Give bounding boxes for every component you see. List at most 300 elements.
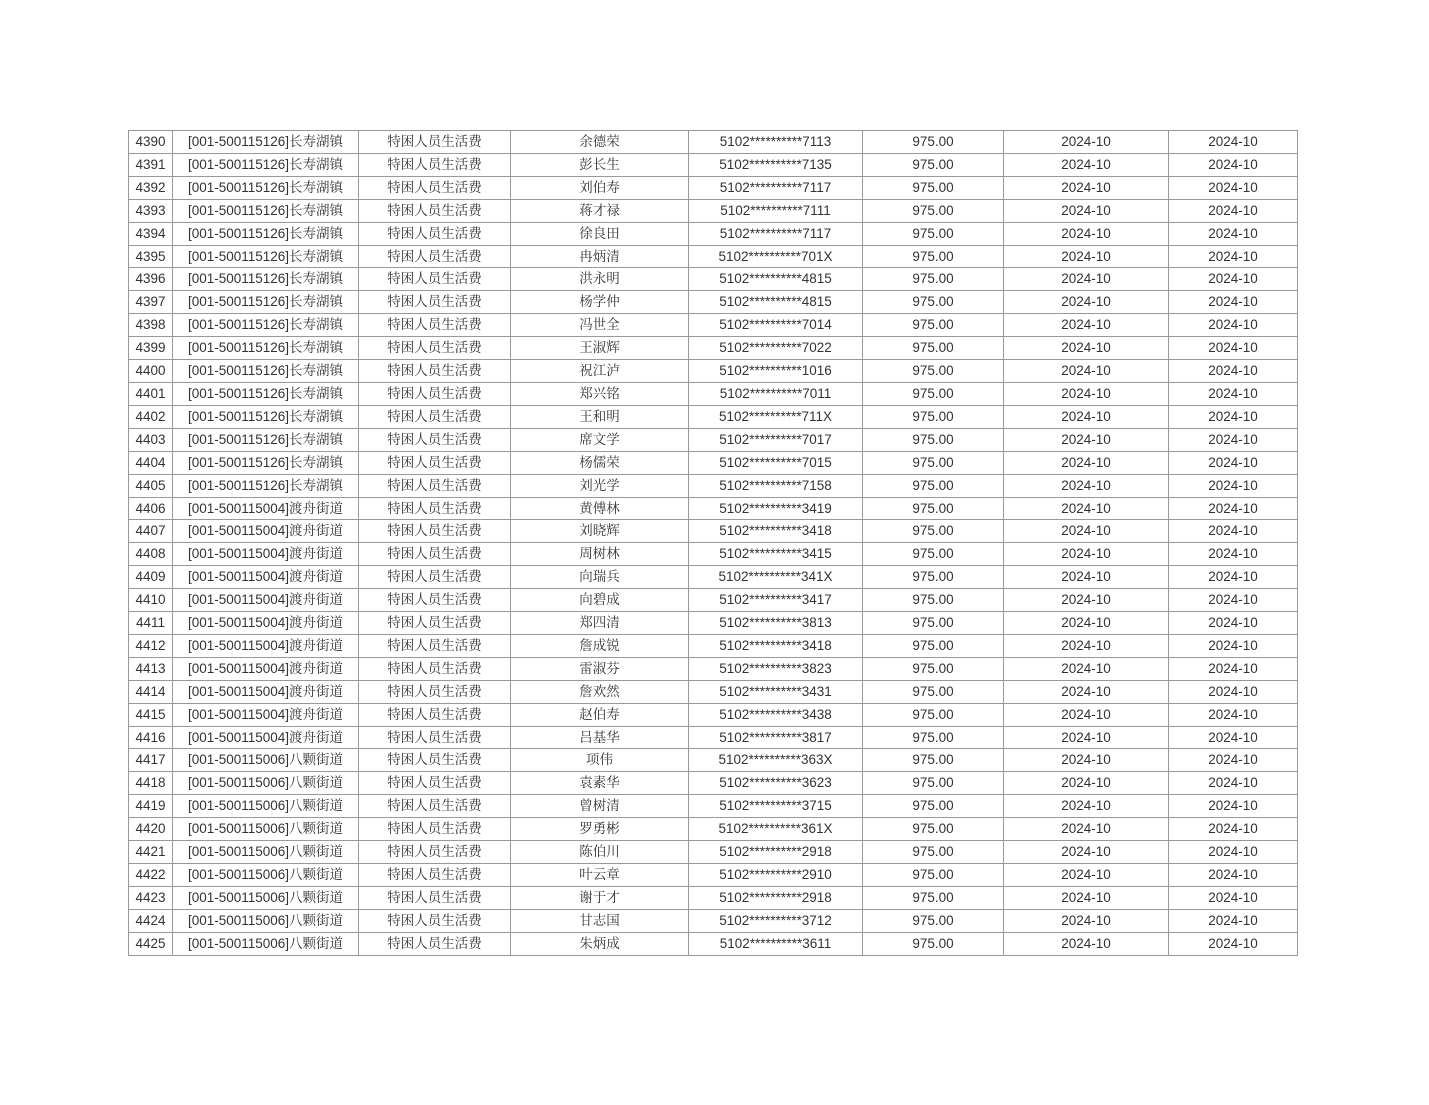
table-row — [129, 131, 1298, 154]
cell-subsidy-type: 特困人员生活费 — [359, 222, 511, 245]
cell-start-month: 2024-10 — [1004, 589, 1169, 612]
cell-start-month: 2024-10 — [1004, 909, 1169, 932]
cell-seq: 4425 — [129, 932, 173, 955]
cell-person-name: 冯世全 — [511, 314, 689, 337]
cell-person-name: 祝江泸 — [511, 360, 689, 383]
table-row — [129, 245, 1298, 268]
table-row — [129, 268, 1298, 291]
cell-id-number: 5102**********3712 — [689, 909, 863, 932]
cell-end-month: 2024-10 — [1169, 314, 1298, 337]
cell-seq: 4398 — [129, 314, 173, 337]
table-row — [129, 818, 1298, 841]
cell-end-month: 2024-10 — [1169, 360, 1298, 383]
table-row — [129, 886, 1298, 909]
cell-start-month: 2024-10 — [1004, 451, 1169, 474]
table-row — [129, 543, 1298, 566]
cell-person-name: 向瑞兵 — [511, 566, 689, 589]
cell-end-month: 2024-10 — [1169, 199, 1298, 222]
cell-seq: 4403 — [129, 428, 173, 451]
cell-subsidy-type: 特困人员生活费 — [359, 703, 511, 726]
cell-seq: 4404 — [129, 451, 173, 474]
cell-subsidy-type: 特困人员生活费 — [359, 176, 511, 199]
cell-start-month: 2024-10 — [1004, 726, 1169, 749]
cell-subsidy-type: 特困人员生活费 — [359, 589, 511, 612]
cell-amount: 975.00 — [863, 268, 1004, 291]
cell-id-number: 5102**********7113 — [689, 131, 863, 154]
cell-seq: 4391 — [129, 153, 173, 176]
cell-amount: 975.00 — [863, 474, 1004, 497]
cell-id-number: 5102**********2918 — [689, 841, 863, 864]
cell-district: [001-500115126]长寿湖镇 — [173, 268, 359, 291]
cell-start-month: 2024-10 — [1004, 612, 1169, 635]
cell-end-month: 2024-10 — [1169, 909, 1298, 932]
cell-district: [001-500115004]渡舟街道 — [173, 703, 359, 726]
cell-end-month: 2024-10 — [1169, 589, 1298, 612]
cell-amount: 975.00 — [863, 222, 1004, 245]
cell-district: [001-500115126]长寿湖镇 — [173, 451, 359, 474]
cell-subsidy-type: 特困人员生活费 — [359, 405, 511, 428]
table-row — [129, 497, 1298, 520]
cell-district: [001-500115006]八颗街道 — [173, 795, 359, 818]
table-row — [129, 474, 1298, 497]
table-row — [129, 360, 1298, 383]
cell-seq: 4393 — [129, 199, 173, 222]
table-row — [129, 428, 1298, 451]
cell-seq: 4417 — [129, 749, 173, 772]
cell-subsidy-type: 特困人员生活费 — [359, 497, 511, 520]
cell-person-name: 谢于才 — [511, 886, 689, 909]
cell-subsidy-type: 特困人员生活费 — [359, 474, 511, 497]
cell-amount: 975.00 — [863, 909, 1004, 932]
cell-start-month: 2024-10 — [1004, 932, 1169, 955]
cell-end-month: 2024-10 — [1169, 932, 1298, 955]
cell-seq: 4423 — [129, 886, 173, 909]
table-row — [129, 520, 1298, 543]
cell-subsidy-type: 特困人员生活费 — [359, 841, 511, 864]
table-row — [129, 726, 1298, 749]
cell-district: [001-500115004]渡舟街道 — [173, 726, 359, 749]
table-row — [129, 932, 1298, 955]
cell-seq: 4412 — [129, 634, 173, 657]
cell-district: [001-500115126]长寿湖镇 — [173, 153, 359, 176]
cell-district: [001-500115126]长寿湖镇 — [173, 222, 359, 245]
cell-id-number: 5102**********3418 — [689, 634, 863, 657]
cell-end-month: 2024-10 — [1169, 772, 1298, 795]
cell-district: [001-500115004]渡舟街道 — [173, 566, 359, 589]
cell-amount: 975.00 — [863, 291, 1004, 314]
cell-start-month: 2024-10 — [1004, 268, 1169, 291]
cell-subsidy-type: 特困人员生活费 — [359, 291, 511, 314]
cell-subsidy-type: 特困人员生活费 — [359, 864, 511, 887]
cell-subsidy-type: 特困人员生活费 — [359, 520, 511, 543]
cell-start-month: 2024-10 — [1004, 176, 1169, 199]
cell-district: [001-500115004]渡舟街道 — [173, 497, 359, 520]
cell-id-number: 5102**********4815 — [689, 268, 863, 291]
cell-subsidy-type: 特困人员生活费 — [359, 566, 511, 589]
cell-start-month: 2024-10 — [1004, 795, 1169, 818]
cell-person-name: 黄傅林 — [511, 497, 689, 520]
cell-amount: 975.00 — [863, 749, 1004, 772]
cell-end-month: 2024-10 — [1169, 612, 1298, 635]
cell-amount: 975.00 — [863, 314, 1004, 337]
cell-subsidy-type: 特困人员生活费 — [359, 795, 511, 818]
cell-amount: 975.00 — [863, 680, 1004, 703]
cell-end-month: 2024-10 — [1169, 703, 1298, 726]
cell-seq: 4413 — [129, 657, 173, 680]
cell-id-number: 5102**********3823 — [689, 657, 863, 680]
cell-amount: 975.00 — [863, 382, 1004, 405]
cell-person-name: 冉炳清 — [511, 245, 689, 268]
cell-id-number: 5102**********341X — [689, 566, 863, 589]
cell-start-month: 2024-10 — [1004, 634, 1169, 657]
table-row — [129, 703, 1298, 726]
table-row — [129, 589, 1298, 612]
cell-person-name: 向碧成 — [511, 589, 689, 612]
cell-district: [001-500115004]渡舟街道 — [173, 634, 359, 657]
cell-subsidy-type: 特困人员生活费 — [359, 314, 511, 337]
cell-district: [001-500115126]长寿湖镇 — [173, 131, 359, 154]
cell-district: [001-500115126]长寿湖镇 — [173, 382, 359, 405]
cell-person-name: 郑四清 — [511, 612, 689, 635]
cell-amount: 975.00 — [863, 153, 1004, 176]
cell-id-number: 5102**********3415 — [689, 543, 863, 566]
cell-amount: 975.00 — [863, 360, 1004, 383]
cell-seq: 4424 — [129, 909, 173, 932]
cell-subsidy-type: 特困人员生活费 — [359, 634, 511, 657]
cell-seq: 4408 — [129, 543, 173, 566]
cell-end-month: 2024-10 — [1169, 337, 1298, 360]
cell-subsidy-type: 特困人员生活费 — [359, 268, 511, 291]
cell-start-month: 2024-10 — [1004, 474, 1169, 497]
cell-subsidy-type: 特困人员生活费 — [359, 612, 511, 635]
cell-district: [001-500115004]渡舟街道 — [173, 589, 359, 612]
cell-person-name: 陈伯川 — [511, 841, 689, 864]
cell-id-number: 5102**********3419 — [689, 497, 863, 520]
cell-district: [001-500115006]八颗街道 — [173, 909, 359, 932]
cell-person-name: 吕基华 — [511, 726, 689, 749]
cell-start-month: 2024-10 — [1004, 680, 1169, 703]
cell-subsidy-type: 特困人员生活费 — [359, 543, 511, 566]
table-row — [129, 314, 1298, 337]
cell-person-name: 余德荣 — [511, 131, 689, 154]
cell-subsidy-type: 特困人员生活费 — [359, 657, 511, 680]
cell-amount: 975.00 — [863, 818, 1004, 841]
table-row — [129, 909, 1298, 932]
cell-end-month: 2024-10 — [1169, 176, 1298, 199]
cell-id-number: 5102**********4815 — [689, 291, 863, 314]
cell-seq: 4402 — [129, 405, 173, 428]
cell-id-number: 5102**********361X — [689, 818, 863, 841]
cell-seq: 4420 — [129, 818, 173, 841]
cell-subsidy-type: 特困人员生活费 — [359, 932, 511, 955]
cell-start-month: 2024-10 — [1004, 566, 1169, 589]
cell-person-name: 洪永明 — [511, 268, 689, 291]
cell-end-month: 2024-10 — [1169, 382, 1298, 405]
cell-amount: 975.00 — [863, 245, 1004, 268]
cell-person-name: 赵伯寿 — [511, 703, 689, 726]
cell-end-month: 2024-10 — [1169, 153, 1298, 176]
cell-id-number: 5102**********7117 — [689, 176, 863, 199]
table-row — [129, 153, 1298, 176]
cell-district: [001-500115126]长寿湖镇 — [173, 405, 359, 428]
cell-person-name: 王和明 — [511, 405, 689, 428]
table-row — [129, 337, 1298, 360]
cell-amount: 975.00 — [863, 657, 1004, 680]
cell-id-number: 5102**********7017 — [689, 428, 863, 451]
cell-start-month: 2024-10 — [1004, 886, 1169, 909]
cell-subsidy-type: 特困人员生活费 — [359, 680, 511, 703]
cell-seq: 4421 — [129, 841, 173, 864]
cell-end-month: 2024-10 — [1169, 131, 1298, 154]
cell-start-month: 2024-10 — [1004, 382, 1169, 405]
cell-subsidy-type: 特困人员生活费 — [359, 428, 511, 451]
cell-subsidy-type: 特困人员生活费 — [359, 337, 511, 360]
cell-end-month: 2024-10 — [1169, 543, 1298, 566]
cell-subsidy-type: 特困人员生活费 — [359, 749, 511, 772]
cell-subsidy-type: 特困人员生活费 — [359, 360, 511, 383]
cell-start-month: 2024-10 — [1004, 314, 1169, 337]
cell-amount: 975.00 — [863, 543, 1004, 566]
cell-subsidy-type: 特困人员生活费 — [359, 382, 511, 405]
cell-end-month: 2024-10 — [1169, 680, 1298, 703]
cell-subsidy-type: 特困人员生活费 — [359, 818, 511, 841]
cell-district: [001-500115126]长寿湖镇 — [173, 314, 359, 337]
cell-end-month: 2024-10 — [1169, 451, 1298, 474]
cell-end-month: 2024-10 — [1169, 566, 1298, 589]
cell-amount: 975.00 — [863, 199, 1004, 222]
cell-subsidy-type: 特困人员生活费 — [359, 726, 511, 749]
cell-seq: 4396 — [129, 268, 173, 291]
cell-end-month: 2024-10 — [1169, 268, 1298, 291]
cell-amount: 975.00 — [863, 589, 1004, 612]
cell-end-month: 2024-10 — [1169, 245, 1298, 268]
cell-end-month: 2024-10 — [1169, 474, 1298, 497]
cell-id-number: 5102**********3418 — [689, 520, 863, 543]
cell-amount: 975.00 — [863, 726, 1004, 749]
cell-district: [001-500115006]八颗街道 — [173, 818, 359, 841]
cell-person-name: 詹欢然 — [511, 680, 689, 703]
cell-seq: 4410 — [129, 589, 173, 612]
cell-seq: 4392 — [129, 176, 173, 199]
table-row — [129, 566, 1298, 589]
cell-seq: 4400 — [129, 360, 173, 383]
cell-amount: 975.00 — [863, 566, 1004, 589]
cell-start-month: 2024-10 — [1004, 520, 1169, 543]
cell-amount: 975.00 — [863, 841, 1004, 864]
cell-end-month: 2024-10 — [1169, 428, 1298, 451]
cell-subsidy-type: 特困人员生活费 — [359, 772, 511, 795]
cell-seq: 4394 — [129, 222, 173, 245]
cell-amount: 975.00 — [863, 772, 1004, 795]
cell-id-number: 5102**********701X — [689, 245, 863, 268]
cell-seq: 4414 — [129, 680, 173, 703]
cell-district: [001-500115004]渡舟街道 — [173, 612, 359, 635]
cell-district: [001-500115126]长寿湖镇 — [173, 245, 359, 268]
table-row — [129, 772, 1298, 795]
cell-id-number: 5102**********711X — [689, 405, 863, 428]
table-row — [129, 749, 1298, 772]
cell-subsidy-type: 特困人员生活费 — [359, 245, 511, 268]
cell-start-month: 2024-10 — [1004, 657, 1169, 680]
cell-end-month: 2024-10 — [1169, 291, 1298, 314]
cell-person-name: 王淑辉 — [511, 337, 689, 360]
report-table-body — [129, 131, 1298, 956]
cell-start-month: 2024-10 — [1004, 222, 1169, 245]
cell-person-name: 刘伯寿 — [511, 176, 689, 199]
table-row — [129, 405, 1298, 428]
cell-id-number: 5102**********7011 — [689, 382, 863, 405]
cell-person-name: 席文学 — [511, 428, 689, 451]
cell-seq: 4401 — [129, 382, 173, 405]
cell-end-month: 2024-10 — [1169, 726, 1298, 749]
cell-end-month: 2024-10 — [1169, 864, 1298, 887]
cell-amount: 975.00 — [863, 864, 1004, 887]
cell-person-name: 詹成锐 — [511, 634, 689, 657]
cell-subsidy-type: 特困人员生活费 — [359, 131, 511, 154]
table-row — [129, 222, 1298, 245]
cell-start-month: 2024-10 — [1004, 291, 1169, 314]
cell-person-name: 杨学仲 — [511, 291, 689, 314]
cell-district: [001-500115004]渡舟街道 — [173, 543, 359, 566]
cell-end-month: 2024-10 — [1169, 841, 1298, 864]
cell-end-month: 2024-10 — [1169, 634, 1298, 657]
cell-subsidy-type: 特困人员生活费 — [359, 153, 511, 176]
cell-seq: 4397 — [129, 291, 173, 314]
cell-district: [001-500115004]渡舟街道 — [173, 657, 359, 680]
cell-seq: 4418 — [129, 772, 173, 795]
table-row — [129, 841, 1298, 864]
cell-person-name: 朱炳成 — [511, 932, 689, 955]
cell-district: [001-500115126]长寿湖镇 — [173, 428, 359, 451]
cell-amount: 975.00 — [863, 703, 1004, 726]
cell-end-month: 2024-10 — [1169, 795, 1298, 818]
cell-id-number: 5102**********7135 — [689, 153, 863, 176]
cell-seq: 4405 — [129, 474, 173, 497]
cell-start-month: 2024-10 — [1004, 818, 1169, 841]
cell-amount: 975.00 — [863, 795, 1004, 818]
cell-amount: 975.00 — [863, 428, 1004, 451]
table-row — [129, 795, 1298, 818]
cell-start-month: 2024-10 — [1004, 131, 1169, 154]
cell-end-month: 2024-10 — [1169, 886, 1298, 909]
cell-seq: 4416 — [129, 726, 173, 749]
cell-seq: 4395 — [129, 245, 173, 268]
table-row — [129, 680, 1298, 703]
cell-id-number: 5102**********7014 — [689, 314, 863, 337]
cell-start-month: 2024-10 — [1004, 543, 1169, 566]
cell-id-number: 5102**********2918 — [689, 886, 863, 909]
cell-person-name: 刘晓辉 — [511, 520, 689, 543]
cell-start-month: 2024-10 — [1004, 245, 1169, 268]
cell-amount: 975.00 — [863, 634, 1004, 657]
cell-district: [001-500115006]八颗街道 — [173, 886, 359, 909]
cell-amount: 975.00 — [863, 612, 1004, 635]
cell-subsidy-type: 特困人员生活费 — [359, 909, 511, 932]
cell-id-number: 5102**********3623 — [689, 772, 863, 795]
cell-district: [001-500115006]八颗街道 — [173, 772, 359, 795]
cell-id-number: 5102**********3431 — [689, 680, 863, 703]
cell-amount: 975.00 — [863, 405, 1004, 428]
table-row — [129, 657, 1298, 680]
cell-person-name: 袁素华 — [511, 772, 689, 795]
cell-person-name: 甘志国 — [511, 909, 689, 932]
cell-district: [001-500115006]八颗街道 — [173, 749, 359, 772]
cell-id-number: 5102**********2910 — [689, 864, 863, 887]
cell-seq: 4422 — [129, 864, 173, 887]
cell-person-name: 彭长生 — [511, 153, 689, 176]
cell-id-number: 5102**********3611 — [689, 932, 863, 955]
cell-id-number: 5102**********7111 — [689, 199, 863, 222]
cell-seq: 4419 — [129, 795, 173, 818]
cell-person-name: 罗勇彬 — [511, 818, 689, 841]
table-row — [129, 612, 1298, 635]
cell-amount: 975.00 — [863, 176, 1004, 199]
cell-district: [001-500115126]长寿湖镇 — [173, 291, 359, 314]
cell-start-month: 2024-10 — [1004, 360, 1169, 383]
cell-id-number: 5102**********3417 — [689, 589, 863, 612]
cell-person-name: 杨儒荣 — [511, 451, 689, 474]
cell-amount: 975.00 — [863, 520, 1004, 543]
cell-person-name: 蒋才禄 — [511, 199, 689, 222]
cell-start-month: 2024-10 — [1004, 428, 1169, 451]
cell-subsidy-type: 特困人员生活费 — [359, 451, 511, 474]
cell-district: [001-500115006]八颗街道 — [173, 932, 359, 955]
cell-amount: 975.00 — [863, 451, 1004, 474]
cell-start-month: 2024-10 — [1004, 405, 1169, 428]
cell-district: [001-500115004]渡舟街道 — [173, 520, 359, 543]
table-row — [129, 451, 1298, 474]
cell-id-number: 5102**********7158 — [689, 474, 863, 497]
cell-id-number: 5102**********363X — [689, 749, 863, 772]
report-table — [128, 130, 1298, 956]
cell-district: [001-500115126]长寿湖镇 — [173, 360, 359, 383]
report-table-wrap — [128, 130, 1298, 956]
cell-end-month: 2024-10 — [1169, 497, 1298, 520]
cell-end-month: 2024-10 — [1169, 222, 1298, 245]
cell-end-month: 2024-10 — [1169, 405, 1298, 428]
cell-amount: 975.00 — [863, 497, 1004, 520]
cell-id-number: 5102**********7022 — [689, 337, 863, 360]
cell-seq: 4406 — [129, 497, 173, 520]
cell-id-number: 5102**********3813 — [689, 612, 863, 635]
cell-seq: 4415 — [129, 703, 173, 726]
cell-start-month: 2024-10 — [1004, 749, 1169, 772]
cell-amount: 975.00 — [863, 131, 1004, 154]
cell-id-number: 5102**********7015 — [689, 451, 863, 474]
cell-start-month: 2024-10 — [1004, 153, 1169, 176]
cell-start-month: 2024-10 — [1004, 497, 1169, 520]
cell-end-month: 2024-10 — [1169, 520, 1298, 543]
cell-seq: 4411 — [129, 612, 173, 635]
cell-subsidy-type: 特困人员生活费 — [359, 886, 511, 909]
cell-id-number: 5102**********3438 — [689, 703, 863, 726]
cell-id-number: 5102**********3817 — [689, 726, 863, 749]
cell-person-name: 郑兴铭 — [511, 382, 689, 405]
cell-start-month: 2024-10 — [1004, 199, 1169, 222]
cell-person-name: 曾树清 — [511, 795, 689, 818]
cell-seq: 4390 — [129, 131, 173, 154]
cell-start-month: 2024-10 — [1004, 703, 1169, 726]
cell-end-month: 2024-10 — [1169, 749, 1298, 772]
cell-district: [001-500115006]八颗街道 — [173, 841, 359, 864]
cell-id-number: 5102**********3715 — [689, 795, 863, 818]
cell-amount: 975.00 — [863, 886, 1004, 909]
cell-district: [001-500115126]长寿湖镇 — [173, 199, 359, 222]
cell-district: [001-500115126]长寿湖镇 — [173, 176, 359, 199]
cell-start-month: 2024-10 — [1004, 337, 1169, 360]
cell-district: [001-500115004]渡舟街道 — [173, 680, 359, 703]
cell-person-name: 雷淑芬 — [511, 657, 689, 680]
